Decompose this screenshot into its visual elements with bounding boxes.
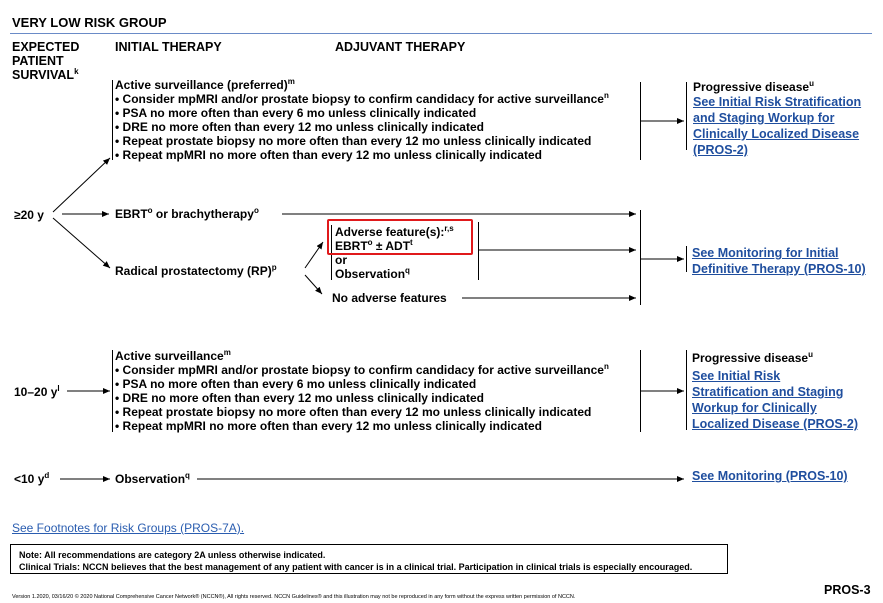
- footer-copyright: Version 1.2020, 03/16/20 © 2020 National Comprehensive Cancer Network® (NCCN®), All rights reserved. NCCN Guidelines® and this illustration may not be reproduced in any form without the express written permission of NCCN.: [12, 594, 576, 600]
- adjuvant-therapy-header: ADJUVANT THERAPY: [335, 40, 466, 54]
- survival-ge20-label: ≥20 y: [14, 208, 44, 222]
- title-rule: [10, 33, 872, 34]
- no-adverse-features: No adverse features: [332, 291, 447, 305]
- active-surveillance-block-1: Active surveillance (preferred)$^m$ • Consider mpMRI and/or prostate biopsy to confirm candidacy for active surveillance$^n$ • PSA no more often than every 6 mo unless clinically indicated • DRE no more often than every 12 mo unless clinically indicated • Repeat prostate biopsy no more often than every 12 mo unless clinically indicated • Repeat mpMRI no more often than every 12 mo unless clinically indicated: [115, 77, 609, 162]
- link-initial-risk-stratification-2[interactable]: See Initial Risk Stratification and Staging Workup for Clinically Localized Disease (PROS-2): [692, 369, 859, 431]
- link-footnotes-risk-groups[interactable]: See Footnotes for Risk Groups (PROS-7A).: [12, 521, 245, 535]
- initial-therapy-header: INITIAL THERAPY: [115, 40, 222, 54]
- note-box: [10, 544, 728, 574]
- page-id: PROS-3: [824, 583, 871, 597]
- note-line-1: Note: All recommendations are category 2A unless otherwise indicated.: [19, 550, 326, 560]
- link-initial-risk-stratification-1[interactable]: See Initial Risk Stratification and Staging Workup for Clinically Localized Disease (PROS-2): [693, 95, 862, 157]
- progressive-disease-label-1: Progressive disease$^u$: [693, 79, 814, 94]
- survival-lt10-label: <10 $y^d$: [14, 471, 50, 486]
- progressive-disease-label-2: Progressive disease$^u$: [692, 350, 813, 365]
- ebrt-or-brachytherapy: EBRT$^o$ or brachytherapy$^o$: [115, 206, 259, 221]
- page-title: VERY LOW RISK GROUP: [12, 15, 167, 30]
- survival-header: EXPECTED PATIENT SURVIVAL$^k$: [12, 40, 80, 82]
- observation-lt10: Observation$^q$: [115, 471, 190, 486]
- note-line-2: Clinical Trials: NCCN believes that the best management of any patient with cancer is in a clinical trial. Participation in clinical trials is especially encouraged.: [19, 562, 693, 572]
- radical-prostatectomy: Radical prostatectomy (RP)$^p$: [115, 263, 277, 278]
- adverse-features-highlight: [327, 219, 473, 255]
- arrow-to-rp: [53, 218, 110, 268]
- link-monitoring-initial-definitive-therapy[interactable]: See Monitoring for Initial Definitive Therapy (PROS-10): [692, 246, 866, 276]
- adverse-features-block: Adverse feature(s):$^{r,s}$ $EBRT^o \pm ADT^t$ or Observation$^q$: [335, 224, 454, 281]
- survival-10-20-label: 10–20 $y^l$: [14, 384, 60, 399]
- active-surveillance-block-2: Active surveillance$^m$ • Consider mpMRI and/or prostate biopsy to confirm candidacy for active surveillance$^n$ • PSA no more often than every 6 mo unless clinically indicated • DRE no more often than every 12 mo unless clinically indicated • Repeat prostate biopsy no more often than every 12 mo unless clinically indicated • Repeat mpMRI no more often than every 12 mo unless clinically indicated: [115, 348, 609, 433]
- link-monitoring-pros-10[interactable]: See Monitoring (PROS-10): [692, 469, 848, 483]
- arrow-to-active-surveillance: [53, 158, 110, 212]
